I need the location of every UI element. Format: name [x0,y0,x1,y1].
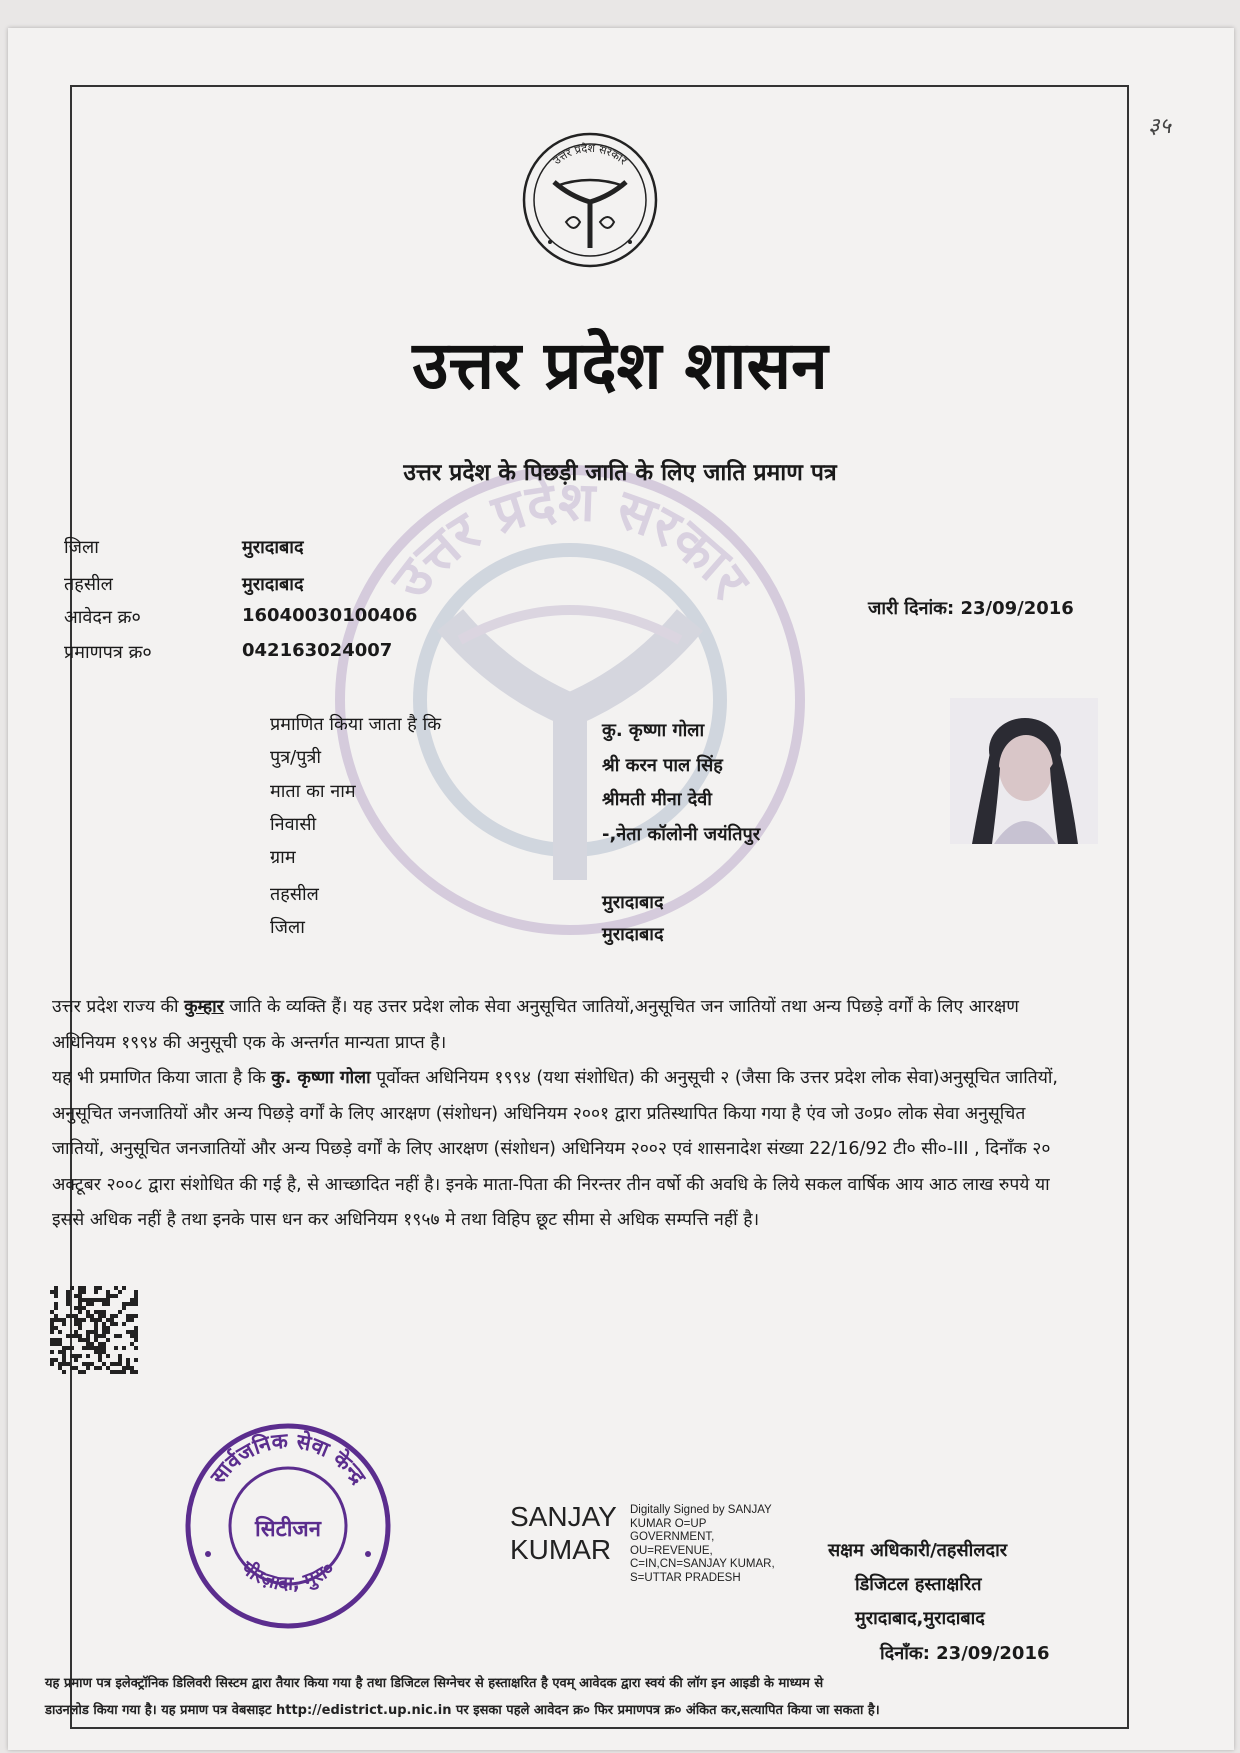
emblem-watermark [330,460,810,940]
svg-text:उत्तर प्रदेश सरकार: उत्तर प्रदेश सरकार [550,141,630,168]
mother-name-label: माता का नाम [270,781,356,802]
tehsil-value: मुरादाबाद [242,574,304,595]
digital-sign-note: डिजिटल हस्ताक्षरित [855,1574,982,1595]
detail-tehsil-value: मुरादाबाद [602,892,664,913]
caste-text-start: उत्तर प्रदेश राज्य की [52,997,179,1017]
certificate-body [52,990,1082,1239]
application-number-label: आवेदन क्र० [64,607,141,628]
application-number-value: 16040030100406 [242,605,418,626]
service-centre-stamp [182,1420,394,1632]
page-title: उत्तर प्रदेश शासन [412,326,828,404]
income-paragraph [52,1061,1082,1239]
handwritten-page-number: ३५ [1148,114,1171,139]
district-label: जिला [64,537,99,558]
income-applicant-name: कु. कृष्णा गोला [271,1068,371,1088]
verification-footer [45,1670,1085,1724]
son-daughter-label: पुत्र/पुत्री [270,747,322,768]
income-text-start: यह भी प्रमाणित किया जाता है कि [52,1068,266,1088]
caste-paragraph [52,990,1082,1061]
detail-district-value: मुरादाबाद [602,924,664,945]
officer-place: मुरादाबाद,मुरादाबाद [855,1608,985,1629]
svg-text:सार्वजनिक सेवा केन्द्र: सार्वजनिक सेवा केन्द्र [205,1428,371,1489]
district-value: मुरादाबाद [242,537,304,558]
applicant-photo [950,698,1098,844]
income-text-end: पूर्वोक्त अधिनियम १९९४ (यथा संशोधित) की अनुसूची २ (जैसा कि उत्तर प्रदेश लोक सेवा)अनुसूचित जातियों, अनुसूचित जनजातियों और अन्य पिछड़े वर्गों के लिए आरक्षण (संशोधन) अधिनियम २००१ द्वारा प्रतिस्थापित किया गया है एंव जो उ०प्र० लोक सेवा अनुसूचित जातियों, अनुसूचित जनजातियों और अन्य पिछड़े वर्गों के लिए आरक्षण (संशोधन) अधिनियम २००२ एवं शासनादेश संख्या 22/16/92 टी० सी०-III , दिनाँक २० अक्टूबर २००८ द्वारा संशोधित की गई है, से आच्छादित नहीं है। इनके माता-पिता की निरन्तर तीन वर्षो की अवधि के लिये सकल वार्षिक आय आठ लाख रुपये या इससे अधिक नहीं है तथा इनके पास धन कर अधिनियम १९५७ मे तथा विहिप छूट सीमा से अधिक सम्पत्ति नहीं है। [52,1068,1058,1230]
qr-code [50,1286,138,1374]
detail-tehsil-label: तहसील [270,884,319,905]
mother-name: श्रीमती मीना देवी [602,789,712,810]
certificate-number-value: 042163024007 [242,640,393,661]
certificate-subtitle: उत्तर प्रदेश के पिछड़ी जाति के लिए जाति प्रमाण पत्र [403,460,837,486]
certify-label: प्रमाणित किया जाता है कि [270,714,442,735]
footer-line-1: यह प्रमाण पत्र इलेक्ट्रॉनिक डिलिवरी सिस्टम द्वारा तैयार किया गया है तथा डिजिटल सिग्नेचर से हस्ताक्षरित है एवम् आवेदक द्वारा स्वयं की लॉग इन आइडी के माध्यम से [45,1676,824,1691]
digital-signature [510,1500,775,1584]
caste-name: कुम्हार [184,997,224,1017]
signer-last-name: KUMAR [510,1534,612,1565]
officer-title: सक्षम अधिकारी/तहसीलदार [828,1540,1008,1561]
signature-details: Digitally Signed by SANJAY KUMAR O=UP GOVERNMENT, OU=REVENUE, C=IN,CN=SANJAY KUMAR, S=UTTAR PRADESH [630,1504,775,1584]
svg-text:उत्तर प्रदेश सरकार: उत्तर प्रदेश सरकार [378,469,762,610]
detail-district-label: जिला [270,917,305,938]
caste-text-end: जाति के व्यक्ति हैं। यह उत्तर प्रदेश लोक सेवा अनुसूचित जातियों,अनुसूचित जन जातियों तथा अन्य पिछड़े वर्गों के लिए आरक्षण अधिनियम १९९४ की अनुसूची एक के अन्तर्गत मान्यता प्राप्त है। [52,997,1019,1053]
father-name: श्री करन पाल सिंह [602,755,723,776]
footer-line-2: डाउनलोड किया गया है। यह प्रमाण पत्र वेबसाइट http://edistrict.up.nic.in पर इसका पहले आवेदन क्र० फिर प्रमाणपत्र क्र० अंकित कर,सत्यापित किया जा सकता है। [45,1703,880,1718]
village-label: ग्राम [270,847,296,868]
resident-address: -,नेता कॉलोनी जयंतिपुर [602,824,761,845]
up-government-emblem [520,130,660,270]
signer-first-name: SANJAY [510,1501,617,1532]
svg-text:सिटीजन: सिटीजन [255,1517,321,1542]
certificate-number-label: प्रमाणपत्र क्र० [64,642,152,663]
issue-date: जारी दिनांक: 23/09/2016 [868,598,1074,619]
officer-date: दिनाँक: 23/09/2016 [880,1643,1050,1664]
tehsil-label: तहसील [64,574,113,595]
resident-label: निवासी [270,814,317,835]
applicant-name: कु. कृष्णा गोला [602,720,705,741]
svg-text:पीरज़ादा, मुरा०: पीरज़ादा, मुरा० [237,1557,339,1595]
